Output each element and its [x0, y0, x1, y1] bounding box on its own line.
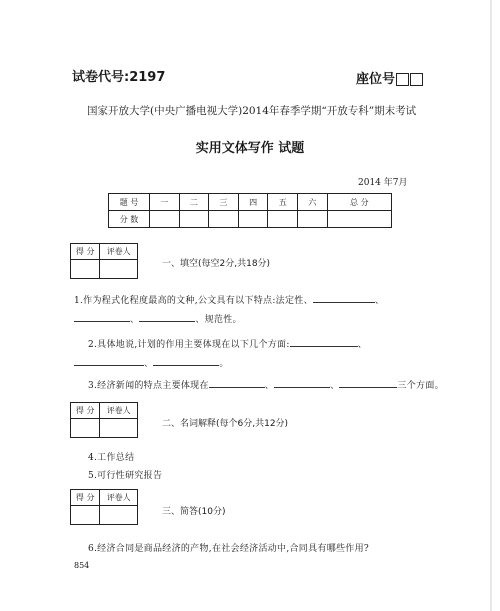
- score-table-cell: 题 号: [109, 194, 150, 211]
- grader-name-cell[interactable]: [100, 506, 138, 525]
- question-1-tail: 、规范性。: [195, 315, 242, 325]
- grader-name-cell[interactable]: [100, 260, 138, 279]
- answer-blank[interactable]: [313, 302, 375, 303]
- question-5: 5.可行性研究报告: [88, 471, 163, 481]
- score-input-cell[interactable]: [268, 211, 298, 228]
- grader-score-cell[interactable]: [71, 506, 100, 525]
- grader-name-label: 评卷人: [100, 244, 138, 260]
- score-table-cell: 分 数: [109, 211, 150, 228]
- grader-score-label: 得 分: [71, 244, 100, 260]
- answer-blank[interactable]: [153, 365, 219, 366]
- answer-blank[interactable]: [290, 346, 358, 347]
- question-2: [88, 337, 367, 350]
- question-2-text: 2.具体地说,计划的作用主要体现在以下几个方面:: [88, 340, 290, 350]
- grader-score-cell[interactable]: [71, 419, 100, 438]
- grader-box: [70, 489, 138, 525]
- answer-blank[interactable]: [74, 321, 130, 322]
- question-1-sep: 、: [130, 315, 140, 325]
- score-table-header-row: [109, 194, 392, 211]
- seat-number: [356, 68, 423, 87]
- question-1-text: 1.作为程式化程度最高的文种,公文具有以下特点:法定性、: [74, 296, 313, 306]
- subject-title: 实用文体写作 试题: [195, 141, 305, 156]
- score-input-cell[interactable]: [209, 211, 239, 228]
- grader-box: [70, 243, 138, 279]
- score-table-cell: 六: [298, 194, 328, 211]
- question-2-tail: 。: [219, 359, 229, 369]
- page-edge: [490, 0, 492, 611]
- grader-name-cell[interactable]: [100, 419, 138, 438]
- answer-blank[interactable]: [74, 365, 144, 366]
- answer-blank[interactable]: [274, 387, 330, 388]
- question-1: [74, 293, 384, 306]
- question-3-sep: 、: [264, 381, 275, 391]
- grader-score-cell[interactable]: [71, 260, 100, 279]
- seat-box[interactable]: [396, 73, 409, 86]
- question-2-sep: 、: [357, 340, 367, 350]
- exam-title: 国家开放大学(中央广播电视大学)2014年春季学期“开放专科”期末考试: [87, 105, 417, 117]
- section2-title: 二、名词解释(每个6分,共12分): [162, 419, 289, 429]
- score-input-cell[interactable]: [327, 211, 391, 228]
- paper-code: 试卷代号:2197: [72, 70, 166, 85]
- question-3-text: 3.经济新闻的特点主要体现在: [88, 381, 209, 391]
- score-input-cell[interactable]: [150, 211, 180, 228]
- grader-box: [70, 402, 138, 438]
- question-2-cont: [74, 356, 229, 369]
- score-input-cell[interactable]: [179, 211, 209, 228]
- score-table-cell: 总 分: [327, 194, 391, 211]
- question-1-cont: [74, 312, 242, 325]
- score-table: [108, 193, 392, 228]
- score-table-cell: 二: [179, 194, 209, 211]
- question-2-sep: 、: [144, 359, 154, 369]
- question-4: 4.工作总结: [88, 453, 135, 463]
- score-table-score-row: [109, 211, 392, 228]
- question-1-sep: 、: [374, 296, 385, 306]
- section1-title: 一、填空(每空2分,共18分): [162, 259, 271, 269]
- score-table-cell: 一: [150, 194, 180, 211]
- score-input-cell[interactable]: [238, 211, 268, 228]
- grader-name-label: 评卷人: [100, 490, 138, 506]
- section3-title: 三、简答(10分): [162, 507, 226, 517]
- grader-score-label: 得 分: [71, 490, 100, 506]
- grader-name-label: 评卷人: [100, 403, 138, 419]
- score-table-cell: 四: [238, 194, 268, 211]
- seat-label: 座位号: [356, 72, 396, 87]
- answer-blank[interactable]: [139, 321, 195, 322]
- score-table-cell: 三: [209, 194, 239, 211]
- question-3-sep: 、: [330, 381, 340, 391]
- answer-blank[interactable]: [209, 387, 265, 388]
- question-3: [88, 378, 444, 391]
- seat-box[interactable]: [410, 73, 423, 86]
- page-number: 854: [74, 561, 90, 570]
- question-6: 6.经济合同是商品经济的产物,在社会经济活动中,合同具有哪些作用?: [88, 544, 370, 554]
- score-input-cell[interactable]: [298, 211, 328, 228]
- exam-date: 2014 年7月: [358, 178, 408, 188]
- answer-blank[interactable]: [339, 387, 397, 388]
- score-table-cell: 五: [268, 194, 298, 211]
- question-3-tail: 三个方面。: [397, 381, 444, 391]
- grader-score-label: 得 分: [71, 403, 100, 419]
